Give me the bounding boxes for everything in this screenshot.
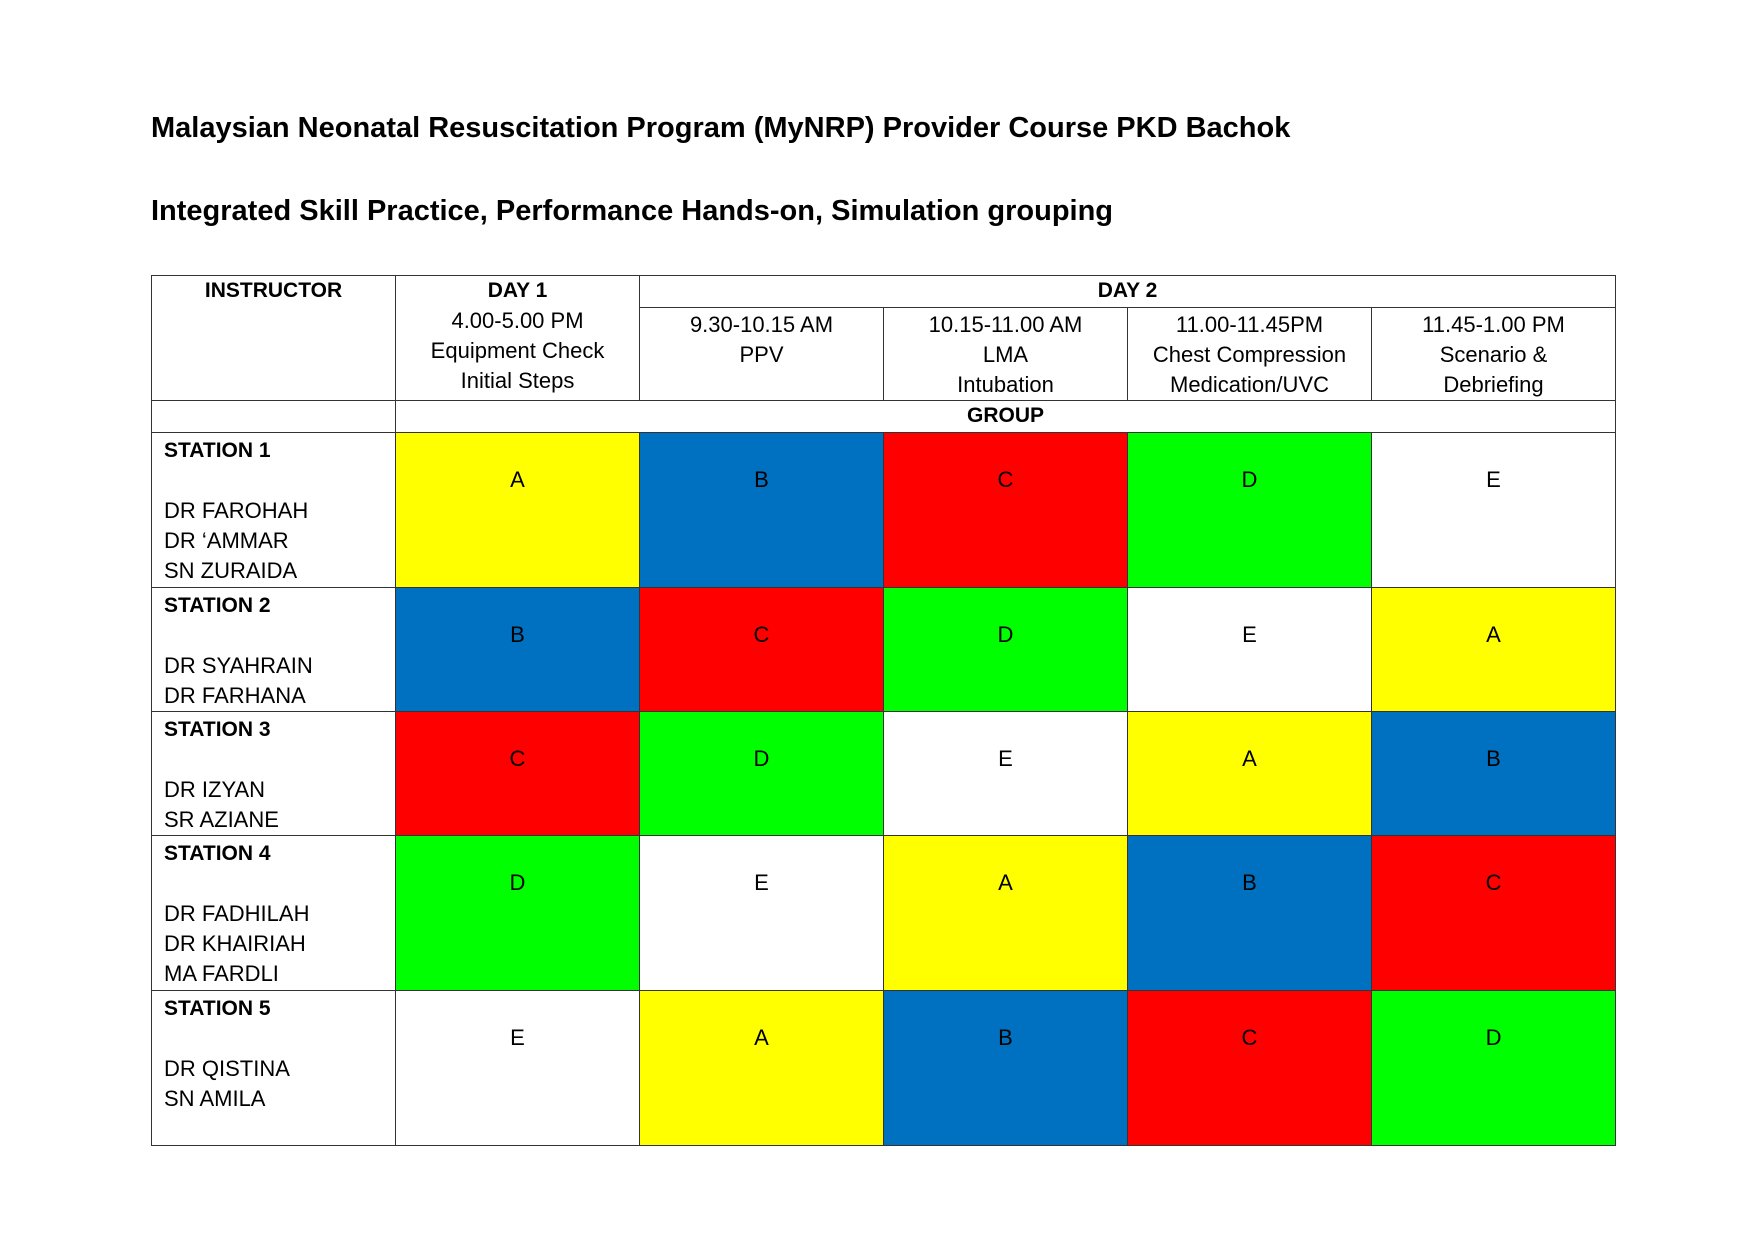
instructor-name: DR FADHILAH — [164, 901, 310, 926]
group-letter: C — [1241, 1025, 1258, 1050]
group-cell — [884, 588, 1128, 712]
station-name: STATION 3 — [164, 718, 271, 741]
group-letter: C — [509, 746, 526, 771]
group-letter: D — [1485, 1025, 1502, 1050]
instructor-name: DR IZYAN — [164, 777, 266, 802]
group-letter: A — [1242, 746, 1257, 771]
group-cell — [884, 712, 1128, 836]
group-letter: E — [1486, 467, 1501, 492]
group-cell — [884, 433, 1128, 588]
station-instructors-cell — [152, 836, 396, 991]
instructor-name: DR KHAIRIAH — [164, 931, 306, 956]
document-title: Malaysian Neonatal Resuscitation Program (MyNRP) Provider Course PKD Bachok — [151, 112, 1291, 144]
group-letter: B — [998, 1025, 1013, 1050]
grouping-table — [151, 275, 1616, 1146]
group-letter: E — [754, 870, 769, 895]
instructor-name: DR SYAHRAIN — [164, 653, 313, 678]
station-row — [152, 588, 1616, 712]
station-row — [152, 836, 1616, 991]
group-letter: D — [1241, 467, 1258, 492]
group-cell — [884, 991, 1128, 1146]
document-subtitle: Integrated Skill Practice, Performance Hands-on, Simulation grouping — [151, 195, 1114, 227]
group-cell — [640, 588, 884, 712]
group-letter: E — [998, 746, 1013, 771]
day1-header: DAY 1 4.00-5.00 PM Equipment Check Initial Steps — [396, 276, 640, 401]
group-letter: B — [510, 622, 525, 647]
group-letter: D — [997, 622, 1014, 647]
instructor-name: DR FARHANA — [164, 683, 306, 708]
group-cell — [1128, 588, 1372, 712]
group-letter: D — [753, 746, 770, 771]
group-cell — [640, 836, 884, 991]
instructor-name: DR FAROHAH — [164, 498, 309, 523]
day2-header: DAY 2 — [640, 276, 1616, 308]
group-cell — [1128, 712, 1372, 836]
group-cell — [640, 991, 884, 1146]
station-name: STATION 1 — [164, 439, 271, 462]
group-letter: B — [1486, 746, 1501, 771]
instructor-name: MA FARDLI — [164, 961, 279, 986]
group-letter: D — [509, 870, 526, 895]
group-cell — [396, 836, 640, 991]
group-cell — [884, 836, 1128, 991]
group-cell — [1372, 588, 1616, 712]
instructor-name: SR AZIANE — [164, 807, 279, 832]
session-header: 11.00-11.45PM Chest Compression Medication/UVC — [1128, 308, 1372, 401]
group-cell — [1372, 712, 1616, 836]
group-letter: A — [998, 870, 1013, 895]
group-cell — [1372, 991, 1616, 1146]
group-letter: C — [1485, 870, 1502, 895]
station-instructors-cell — [152, 712, 396, 836]
group-letter: A — [754, 1025, 769, 1050]
group-cell — [640, 433, 884, 588]
group-letter: A — [1486, 622, 1501, 647]
session-header: 9.30-10.15 AM PPV — [640, 308, 884, 401]
group-cell — [396, 712, 640, 836]
group-letter: C — [753, 622, 770, 647]
day1-activity: Initial Steps — [460, 368, 575, 393]
station-name: STATION 4 — [164, 842, 271, 865]
station-row — [152, 712, 1616, 836]
group-letter: B — [1242, 870, 1257, 895]
station-name: STATION 2 — [164, 594, 271, 617]
day1-activity: Equipment Check — [430, 338, 605, 363]
group-letter: B — [754, 467, 769, 492]
instructor-name: SN ZURAIDA — [164, 558, 298, 583]
instructor-header: INSTRUCTOR — [152, 276, 396, 401]
group-cell — [1128, 991, 1372, 1146]
station-instructors-cell — [152, 588, 396, 712]
group-cell — [1128, 433, 1372, 588]
empty-cell — [152, 401, 396, 433]
group-cell — [640, 712, 884, 836]
group-header: GROUP — [396, 401, 1616, 433]
session-header: 11.45-1.00 PM Scenario & Debriefing — [1372, 308, 1616, 401]
group-cell — [396, 588, 640, 712]
group-letter: A — [510, 467, 525, 492]
station-row — [152, 991, 1616, 1146]
station-instructors-cell — [152, 433, 396, 588]
group-cell — [1372, 433, 1616, 588]
station-instructors-cell — [152, 991, 396, 1146]
day1-time: 4.00-5.00 PM — [451, 308, 584, 333]
group-letter: E — [1242, 622, 1257, 647]
group-cell — [396, 433, 640, 588]
instructor-name: DR ‘AMMAR — [164, 528, 289, 553]
group-letter: C — [997, 467, 1014, 492]
group-cell — [1372, 836, 1616, 991]
station-name: STATION 5 — [164, 997, 271, 1020]
instructor-name: DR QISTINA — [164, 1056, 290, 1081]
group-cell — [1128, 836, 1372, 991]
group-cell — [396, 991, 640, 1146]
group-letter: E — [510, 1025, 525, 1050]
session-header: 10.15-11.00 AM LMA Intubation — [884, 308, 1128, 401]
instructor-name: SN AMILA — [164, 1086, 266, 1111]
station-row — [152, 433, 1616, 588]
